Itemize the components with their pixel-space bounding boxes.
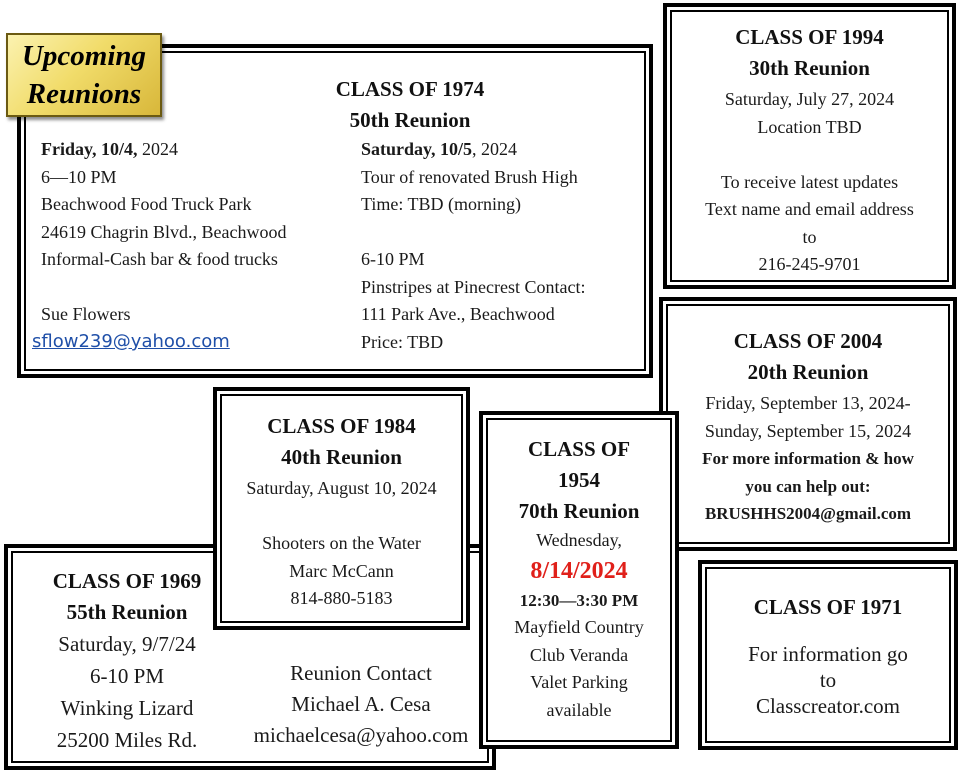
friday-year: 2024 [137, 139, 179, 159]
saturday-line-2: Time: TBD (morning) [361, 194, 522, 214]
class-1969-subtitle: 55th Reunion [66, 600, 188, 624]
class-1984-box [213, 387, 470, 630]
class-1954-title-1: CLASS OF [527, 437, 631, 461]
class-1954-line-2: Club Veranda [529, 644, 629, 665]
class-1984-line-5: 814-880-5183 [290, 588, 393, 608]
class-1994-subtitle: 30th Reunion [749, 56, 870, 80]
class-1994-line-1: Saturday, July 27, 2024 [724, 89, 895, 109]
class-2004-subtitle: 20th Reunion [747, 360, 869, 384]
class-1984-subtitle: 40th Reunion [281, 445, 402, 469]
class-1969-contact-email: michaelcesa@yahoo.com [253, 723, 469, 747]
saturday-line-4: 6-10 PM [361, 249, 425, 269]
friday-label: Friday, 10/4, [41, 139, 138, 159]
friday-line-3: 24619 Chagrin Blvd., Beachwood [41, 221, 287, 242]
class-2004-bold-2: you can help out: [745, 476, 871, 496]
class-1994-title: CLASS OF 1994 [735, 25, 884, 49]
banner-line-2: Reunions [26, 78, 142, 110]
class-1994-line-7: 216-245-9701 [758, 254, 861, 274]
class-1984-line-1: Saturday, August 10, 2024 [246, 478, 437, 498]
class-1969-line-4: 25200 Miles Rd. [56, 728, 198, 752]
class-1984-line-3: Shooters on the Water [262, 533, 421, 553]
class-1969-line-2: 6-10 PM [89, 664, 165, 688]
class-1954-time: 12:30—3:30 PM [519, 590, 639, 610]
class-2004-email: BRUSHHS2004@gmail.com [704, 504, 912, 523]
class-1971-line-2: to [819, 668, 837, 692]
friday-line-2: Beachwood Food Truck Park [41, 194, 252, 214]
class-1971-line-3: Classcreator.com [755, 694, 901, 718]
class-1954-title-2: 1954 [558, 468, 600, 492]
class-1994-line-4: To receive latest updates [720, 171, 899, 192]
banner-line-1: Upcoming [21, 40, 147, 72]
class-1954-line-3: Valet Parking [530, 672, 628, 692]
class-2004-title: CLASS OF 2004 [733, 329, 883, 353]
friday-line-1: 6—10 PM [41, 166, 117, 187]
saturday-label: Saturday, 10/5 [361, 139, 473, 159]
friday-line-4: Informal-Cash bar & food trucks [41, 249, 278, 269]
saturday-line-7: Price: TBD [361, 331, 444, 352]
class-1954-line-4: available [546, 699, 612, 720]
class-1971-line-1: For information go [748, 642, 908, 666]
class-1974-subtitle: 50th Reunion [349, 108, 471, 132]
class-1971-box [698, 560, 958, 750]
saturday-year: , 2024 [472, 139, 518, 159]
class-2004-line-1: Friday, September 13, 2024- [705, 393, 911, 413]
class-2004-line-2: Sunday, September 15, 2024 [704, 420, 912, 441]
class-1969-contact-name: Michael A. Cesa [291, 692, 431, 716]
saturday-line-1: Tour of renovated Brush High [361, 166, 578, 187]
class-1994-box [663, 3, 956, 289]
class-1984-line-4: Marc McCann [289, 560, 394, 581]
class-1984-title: CLASS OF 1984 [267, 414, 416, 438]
class-2004-box [659, 297, 957, 551]
class-1971-title: CLASS OF 1971 [753, 595, 903, 619]
saturday-line-5: Pinstripes at Pinecrest Contact: [361, 276, 586, 297]
class-1954-line-1: Mayfield Country [514, 617, 644, 637]
class-1969-line-1: Saturday, 9/7/24 [58, 632, 196, 656]
class-1994-line-2: Location TBD [757, 116, 862, 137]
class-1974-saturday-col [361, 136, 646, 356]
class-1994-line-5: Text name and email address [705, 199, 914, 219]
class-1954-day: Wednesday, [536, 530, 622, 550]
upcoming-reunions-banner [6, 33, 162, 117]
class-1994-line-6: to [802, 226, 817, 247]
class-1954-box [479, 411, 679, 749]
class-1974-title: CLASS OF 1974 [335, 77, 485, 101]
saturday-line-6: 111 Park Ave., Beachwood [361, 304, 555, 324]
contact-name: Sue Flowers [41, 304, 131, 324]
class-1974-friday-col [41, 136, 351, 329]
class-2004-bold-1: For more information & how [702, 449, 914, 468]
class-1954-date: 8/14/2024 [530, 557, 628, 584]
class-1969-line-3: Winking Lizard [60, 696, 194, 720]
class-1969-title: CLASS OF 1969 [52, 569, 202, 593]
class-1954-subtitle: 70th Reunion [518, 499, 640, 523]
contact-email-link[interactable]: sflow239@yahoo.com [32, 331, 230, 352]
class-1969-contact-label: Reunion Contact [290, 661, 432, 685]
